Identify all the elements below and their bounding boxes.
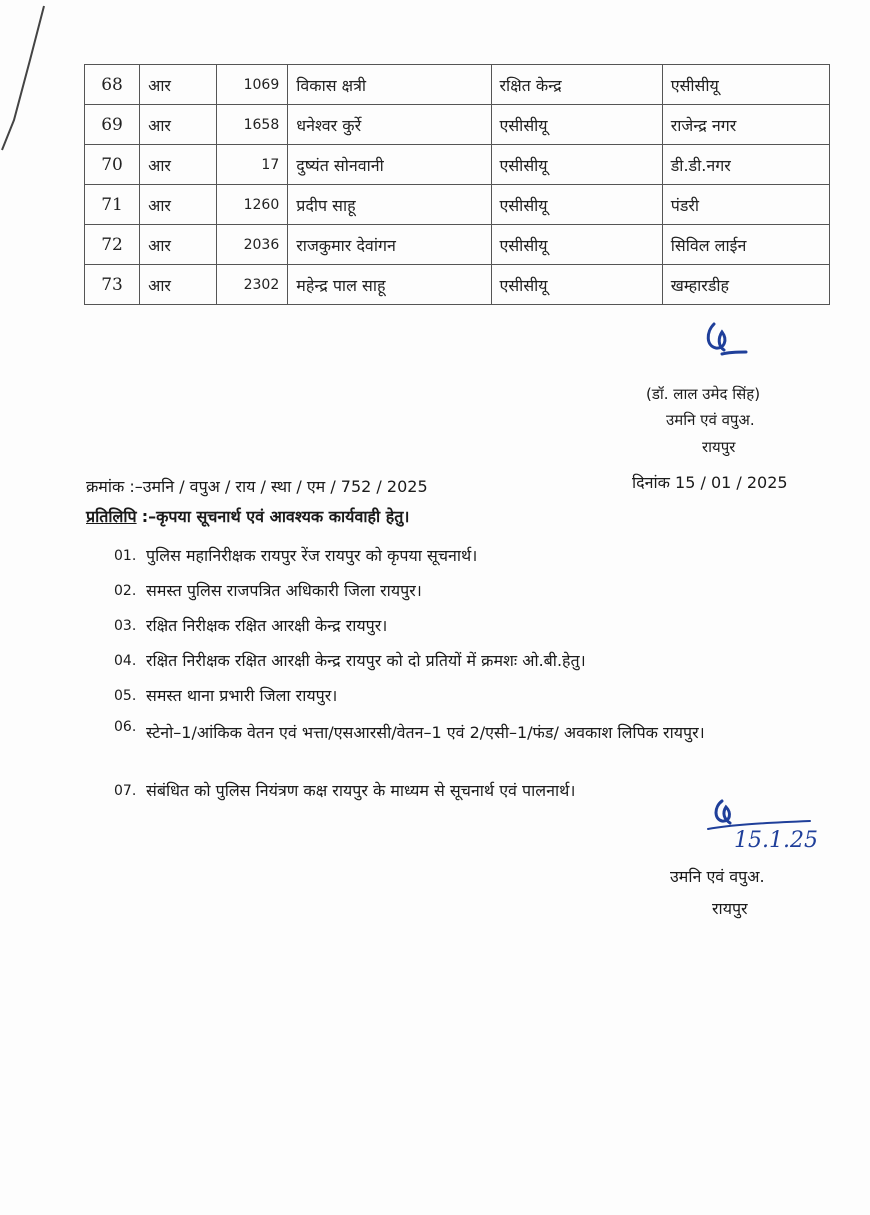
name-cell: प्रदीप साहू [288,185,491,225]
table-row [85,105,830,145]
list-item-number: 04. [114,652,137,669]
signature-date: 15.1.25 [734,828,818,853]
list-item [114,643,814,678]
list-item-number: 01. [114,547,137,564]
serial-cell: 68 [85,65,140,105]
name-cell: राजकुमार देवांगन [288,225,491,265]
list-item-text: समस्त पुलिस राजपत्रित अधिकारी जिला रायपुर। [146,580,422,600]
number-cell: 2302 [217,265,288,305]
name-cell: धनेश्वर कुर्रे [288,105,491,145]
list-item-text: स्टेनो–1/आंकिक वेतन एवं भत्ता/एसआरसी/वेतन–1 एवं 2/एसी–1/फंड/ अवकाश लिपिक रायपुर। [146,723,705,742]
number-cell: 17 [217,145,288,185]
transfer-table-body [85,65,830,305]
number-cell: 1069 [217,65,288,105]
list-item-number: 03. [114,617,137,634]
table-row [85,65,830,105]
signatory2-place: रायपुर [712,899,748,918]
list-item [114,538,814,573]
list-item-text: संबंधित को पुलिस नियंत्रण कक्ष रायपुर के माध्यम से सूचनार्थ एवं पालनार्थ। [146,780,576,800]
signatory2-designation: उमनि एवं वपुअ. [670,867,765,886]
list-item-text: पुलिस महानिरीक्षक रायपुर रेंज रायपुर को कृपया सूचनार्थ। [146,545,478,565]
list-item-text: समस्त थाना प्रभारी जिला रायपुर। [146,685,338,705]
serial-cell: 70 [85,145,140,185]
rank-cell: आर [140,265,217,305]
from-unit-cell: एसीसीयू [491,145,662,185]
list-item [114,608,814,643]
rank-cell: आर [140,185,217,225]
to-unit-cell: पंडरी [662,185,829,225]
signatory-place: रायपुर [702,438,736,456]
to-unit-cell: खम्हारडीह [662,265,829,305]
list-item-text: रक्षित निरीक्षक रक्षित आरक्षी केन्द्र रायपुर को दो प्रतियों में क्रमशः ओ.बी.हेतु। [146,650,586,670]
table-row [85,225,830,265]
signatory-name: (डॉ. लाल उमेद सिंह) [646,385,761,403]
table-row [85,145,830,185]
from-unit-cell: रक्षित केन्द्र [491,65,662,105]
rank-cell: आर [140,225,217,265]
list-item-number: 02. [114,582,137,599]
copy-list [114,538,814,808]
list-item-text: रक्षित निरीक्षक रक्षित आरक्षी केन्द्र रायपुर। [146,615,388,635]
from-unit-cell: एसीसीयू [491,105,662,145]
rank-cell: आर [140,145,217,185]
order-number: क्रमांक :–उमनि / वपुअ / राय / स्था / एम / 752 / 2025 [86,477,428,496]
serial-cell: 71 [85,185,140,225]
to-unit-cell: एसीसीयू [662,65,829,105]
copy-heading-text: :–कृपया सूचनार्थ एवं आवश्यक कार्यवाही हेतु। [141,507,410,526]
list-item-number: 06. [114,719,137,735]
serial-cell: 72 [85,225,140,265]
copy-heading-label: प्रतिलिपि [86,507,137,526]
to-unit-cell: सिविल लाईन [662,225,829,265]
name-cell: महेन्द्र पाल साहू [288,265,491,305]
number-cell: 1658 [217,105,288,145]
serial-cell: 69 [85,105,140,145]
list-item [114,678,814,713]
signature-mark-2 [700,795,840,855]
serial-cell: 73 [85,265,140,305]
rank-cell: आर [140,105,217,145]
list-item-number: 07. [114,782,137,799]
list-item [114,573,814,608]
rank-cell: आर [140,65,217,105]
from-unit-cell: एसीसीयू [491,185,662,225]
table-row [85,185,830,225]
to-unit-cell: राजेन्द्र नगर [662,105,829,145]
table-row [85,265,830,305]
page-edge-line [0,0,60,160]
transfer-table [84,64,830,305]
list-item-number: 05. [114,687,137,704]
signatory-designation: उमनि एवं वपुअ. [666,411,755,429]
to-unit-cell: डी.डी.नगर [662,145,829,185]
number-cell: 2036 [217,225,288,265]
name-cell: विकास क्षत्री [288,65,491,105]
list-item [114,713,814,773]
from-unit-cell: एसीसीयू [491,225,662,265]
order-date: दिनांक 15 / 01 / 2025 [632,473,788,492]
name-cell: दुष्यंत सोनवानी [288,145,491,185]
signature-mark [700,318,750,366]
copy-heading [86,505,409,527]
number-cell: 1260 [217,185,288,225]
from-unit-cell: एसीसीयू [491,265,662,305]
